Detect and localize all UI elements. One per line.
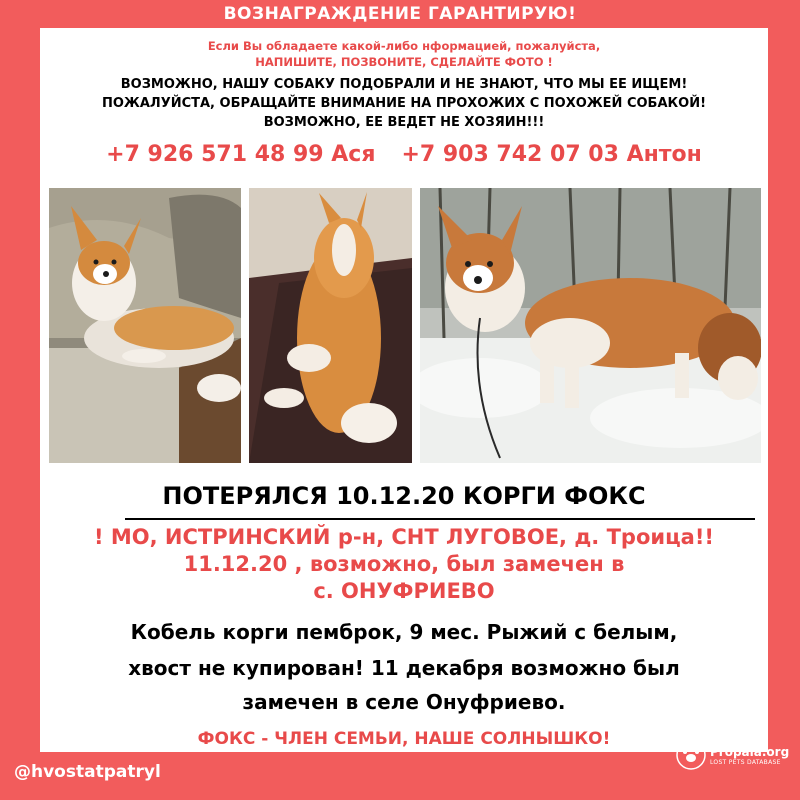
photo-corgi-from-behind <box>249 188 412 463</box>
propala-logo <box>676 740 789 770</box>
photo-corgi-in-snow <box>420 188 761 463</box>
footer-slogan: ФОКС - ЧЛЕН СЕМЬИ, НАШЕ СОЛНЫШКО! <box>197 729 611 749</box>
description-line-1: Кобель корги пемброк, 9 мес. Рыжий с белым, <box>130 620 678 644</box>
logo-subtitle: LOST PETS DATABASE <box>710 758 781 766</box>
photo-corgi-on-couch <box>49 188 241 463</box>
reward-banner: ВОЗНАГРАЖДЕНИЕ ГАРАНТИРУЮ! <box>223 4 577 24</box>
instagram-handle[interactable]: @hvostatpatryl <box>14 762 161 782</box>
headline-underline <box>125 518 755 520</box>
content-panel <box>40 28 768 752</box>
phone-anton[interactable]: +7 903 742 07 03 Антон <box>401 142 702 167</box>
location-line-3: с. ОНУФРИЕВО <box>313 579 495 603</box>
logo-name: Propala.org <box>710 744 790 759</box>
notice-line-3: ВОЗМОЖНО, ЕЕ ВЕДЕТ НЕ ХОЗЯИН!!! <box>263 115 545 130</box>
headline: ПОТЕРЯЛСЯ 10.12.20 КОРГИ ФОКС <box>162 482 646 510</box>
request-line-1: Если Вы обладаете какой-либо нформацией, пожалуйста, <box>207 39 601 53</box>
description-line-3: замечен в селе Онуфриево. <box>242 690 566 714</box>
notice-line-2: ПОЖАЛУЙСТА, ОБРАЩАЙТЕ ВНИМАНИЕ НА ПРОХОЖИХ С ПОХОЖЕЙ СОБАКОЙ! <box>101 96 707 111</box>
location-line-1: ! МО, ИСТРИНСКИЙ р-н, СНТ ЛУГОВОЕ, д. Троица!! <box>94 525 714 549</box>
notice-line-1: ВОЗМОЖНО, НАШУ СОБАКУ ПОДОБРАЛИ И НЕ ЗНАЮТ, ЧТО МЫ ЕЕ ИЩЕМ! <box>120 77 688 92</box>
phone-numbers <box>40 142 768 167</box>
paw-logo-icon <box>676 740 706 770</box>
description-line-2: хвост не купирован! 11 декабря возможно был <box>128 656 680 680</box>
phone-asya[interactable]: +7 926 571 48 99 Ася <box>106 142 376 167</box>
location-line-2: 11.12.20 , возможно, был замечен в <box>183 552 625 576</box>
request-line-2: НАПИШИТЕ, ПОЗВОНИТЕ, СДЕЛАЙТЕ ФОТО ! <box>255 55 553 69</box>
